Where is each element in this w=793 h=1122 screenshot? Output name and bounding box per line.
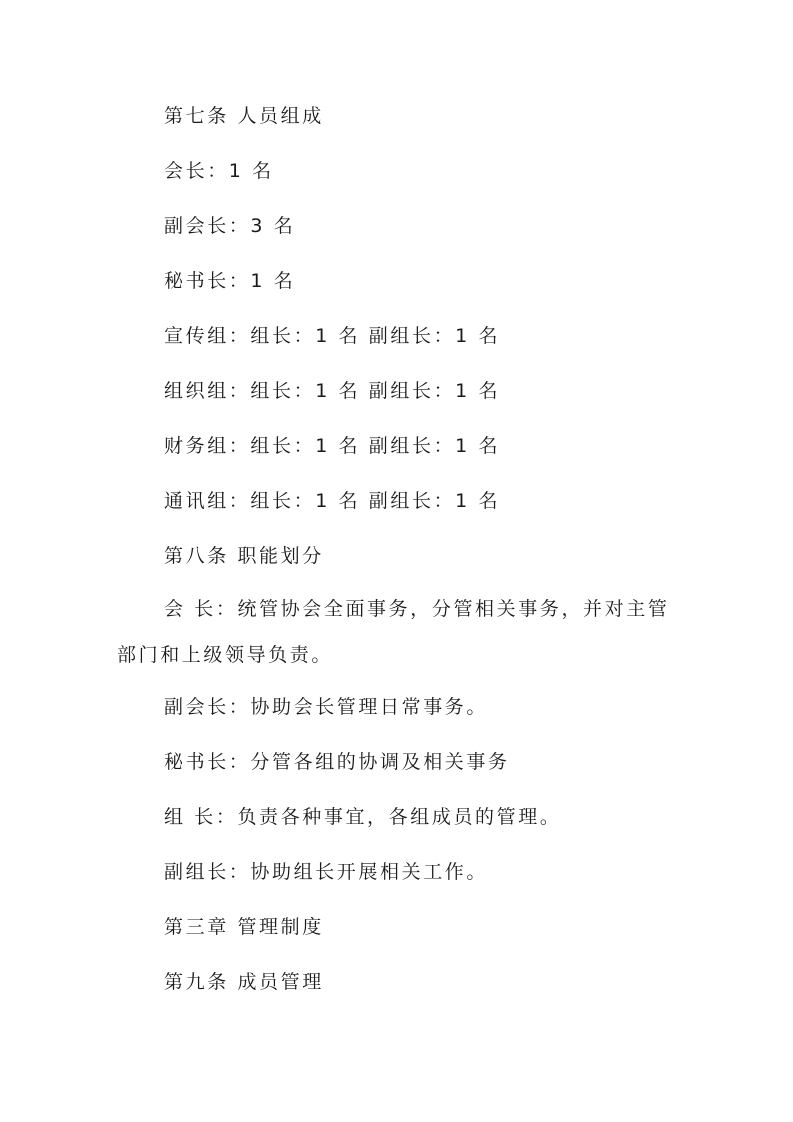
president-duties-line-2: 部门和上级领导负责。 <box>117 644 334 666</box>
finance-group-line: 财务组：组长：1 名 副组长：1 名 <box>164 435 501 457</box>
communication-group-line: 通讯组：组长：1 名 副组长：1 名 <box>164 490 501 512</box>
president-duties-paragraph <box>117 597 697 667</box>
article-8-heading: 第八条 职能划分 <box>164 545 324 567</box>
secretary-general-count: 秘书长：1 名 <box>164 270 296 292</box>
deputy-group-leader-duties: 副组长：协助组长开展相关工作。 <box>164 861 489 883</box>
article-9-heading: 第九条 成员管理 <box>164 971 324 993</box>
publicity-group-line: 宣传组：组长：1 名 副组长：1 名 <box>164 325 501 347</box>
secretary-general-duties: 秘书长：分管各组的协调及相关事务 <box>164 751 510 773</box>
article-7-heading: 第七条 人员组成 <box>164 105 324 127</box>
vice-president-count: 副会长：3 名 <box>164 215 296 237</box>
chapter-3-heading: 第三章 管理制度 <box>164 916 324 938</box>
president-duties-line-1: 会 长：统管协会全面事务，分管相关事务，并对主管 <box>164 598 670 620</box>
group-leader-duties: 组 长：负责各种事宜，各组成员的管理。 <box>164 806 562 828</box>
organization-group-line: 组织组：组长：1 名 副组长：1 名 <box>164 380 501 402</box>
vice-president-duties: 副会长：协助会长管理日常事务。 <box>164 696 489 718</box>
president-count: 会长：1 名 <box>164 160 274 182</box>
